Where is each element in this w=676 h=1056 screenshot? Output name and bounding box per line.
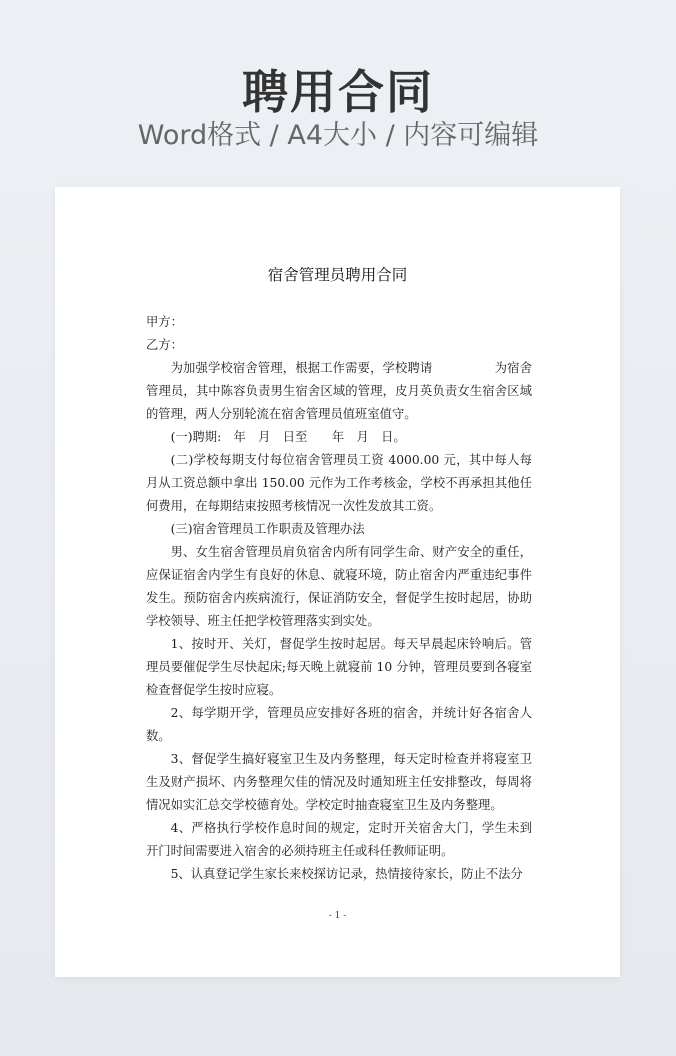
document-body <box>146 311 532 886</box>
document-title: 宿舍管理员聘用合同 <box>267 266 408 284</box>
duty-item-1: 1、按时开、关灯，督促学生按时起居。每天早晨起床铃响后。管理员要催促学生尽快起床;每天晚上就寝前 10 分钟，管理员要到各寝室检查督促学生按时应寝。 <box>146 637 532 697</box>
section-heading-duties: (三)宿舍管理员工作职责及管理办法 <box>170 522 365 536</box>
paragraph-term: (一)聘期: 年 月 日至 年 月 日。 <box>170 430 406 444</box>
party-a-line: 甲方： <box>146 315 183 329</box>
paragraph-intro: 为加强学校宿舍管理，根据工作需要，学校聘请 为宿舍管理员，其中陈容负责男生宿舍区域的管理，皮月英负责女生宿舍区域的管理，两人分别轮流在宿舍管理员值班室值守。 <box>146 361 532 421</box>
document-page <box>55 187 620 977</box>
duty-item-4: 4、严格执行学校作息时间的规定，定时开关宿舍大门，学生未到开门时间需要进入宿舍的必须持班主任或科任教师证明。 <box>146 821 532 858</box>
page-title: 聘用合同 <box>242 65 434 119</box>
page-subtitle: Word格式 / A4大小 / 内容可编辑 <box>137 120 539 151</box>
duty-item-2: 2、每学期开学，管理员应安排好各班的宿舍，并统计好各宿舍人数。 <box>146 706 532 743</box>
paragraph-salary: (二)学校每期支付每位宿舍管理员工资 4000.00 元，其中每人每月从工资总额中拿出 150.00 元作为工作考核金，学校不再承担其他任何费用，在每期结束按照考核情况一次性发放其工资。 <box>146 453 532 513</box>
party-b-line: 乙方： <box>146 338 183 352</box>
paragraph-responsibility: 男、女生宿舍管理员肩负宿舍内所有同学生命、财产安全的重任，应保证宿舍内学生有良好的休息、就寝环境，防止宿舍内严重违纪事件发生。预防宿舍内疾病流行，保证消防安全，督促学生按时起居，协助学校领导、班主任把学校管理落实到实处。 <box>146 545 532 628</box>
duty-item-5: 5、认真登记学生家长来校探访记录，热情接待家长，防止不法分 <box>170 867 523 881</box>
page-number: - 1 - <box>328 911 347 921</box>
duty-item-3: 3、督促学生搞好寝室卫生及内务整理，每天定时检查并将寝室卫生及财产损坏、内务整理欠佳的情况及时通知班主任安排整改，每周将情况如实汇总交学校德育处。学校定时抽查寝室卫生及内务整理。 <box>146 752 532 812</box>
